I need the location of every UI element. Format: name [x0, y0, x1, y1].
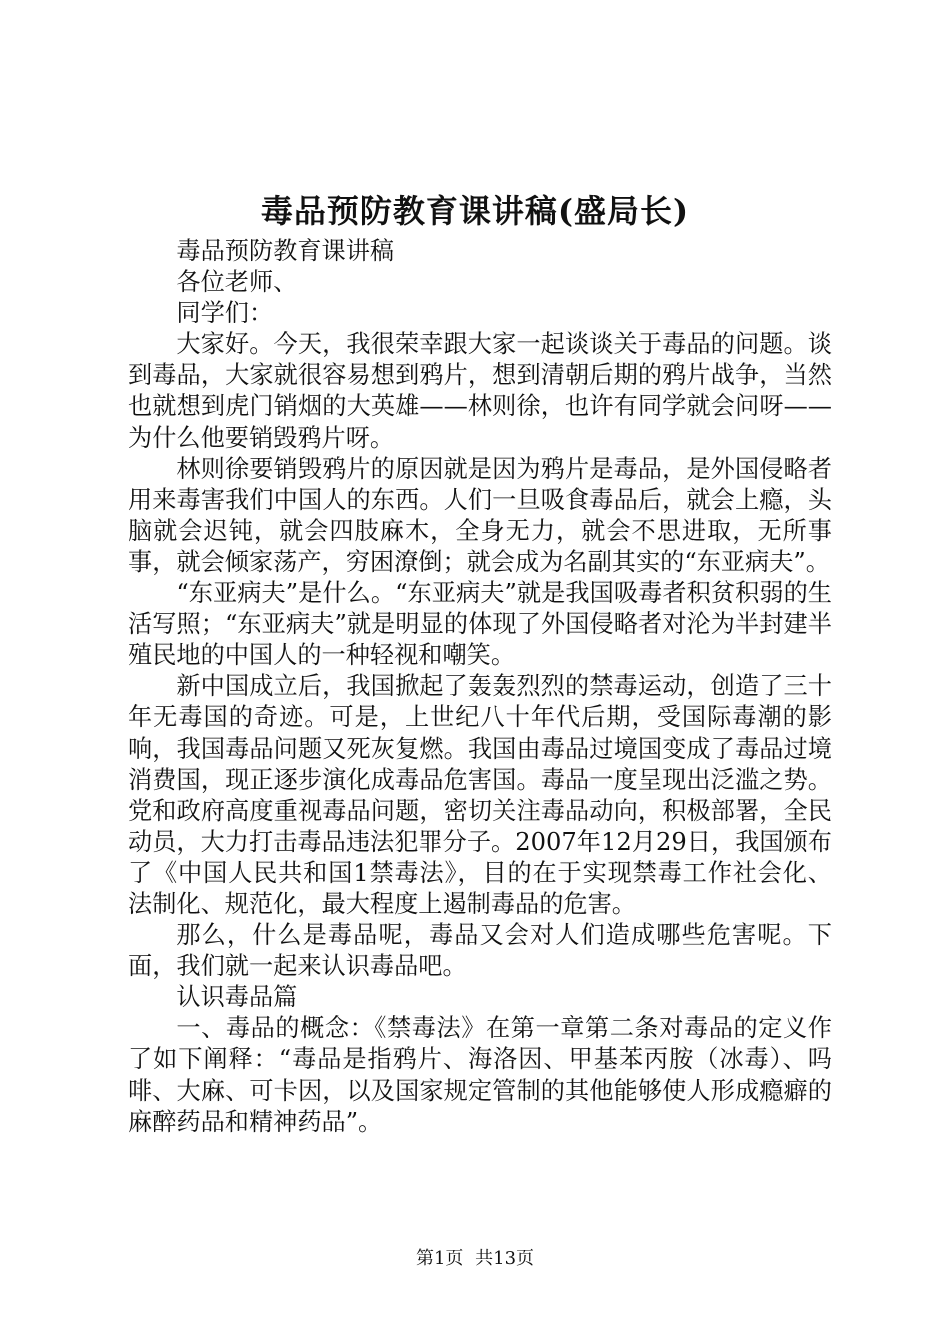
paragraph-salutation-students: 同学们： [176, 299, 274, 328]
paragraph-lin-zexu: 林则徐要销毁鸦片的原因就是因为鸦片是毒品，是外国侵略者用来毒害我们中国人的东西。人们一旦吸食毒品后，就会上瘾，头脑就会迟钝，就会四肢麻木，全身无力，就会不思进取，无所事事，就会倾家荡产，穷困潦倒；就会成为名副其实的“东亚病夫”。 [128, 454, 832, 576]
section-heading: 认识毒品篇 [176, 983, 298, 1012]
page-total: 共13页 [475, 1248, 535, 1269]
paragraph-drug-definition: 一、毒品的概念：《禁毒法》在第一章第二条对毒品的定义作了如下阐释：“毒品是指鸦片、海洛因、甲基苯丙胺（冰毒）、吗啡、大麻、可卡因，以及国家规定管制的其他能够使人形成瘾癖的麻醉药品和精神药品”。 [128, 1014, 832, 1136]
paragraph-sick-man: “东亚病夫”是什么。“东亚病夫”就是我国吸毒者积贫积弱的生活写照；“东亚病夫”就是明显的体现了外国侵略者对沦为半封建半殖民地的中国人的一种轻视和嘲笑。 [128, 579, 832, 670]
page-footer [0, 1244, 950, 1270]
paragraph-intro: 大家好。今天，我很荣幸跟大家一起谈谈关于毒品的问题。谈到毒品，大家就很容易想到鸦片，想到清朝后期的鸦片战争，当然也就想到虎门销烟的大英雄——林则徐，也许有同学就会问呀——为什么他要销毁鸦片呀。 [128, 330, 832, 452]
page-number: 第1页 [415, 1248, 464, 1269]
paragraph-new-china: 新中国成立后，我国掀起了轰轰烈烈的禁毒运动，创造了三十年无毒国的奇迹。可是，上世纪八十年代后期，受国际毒潮的影响，我国毒品问题又死灰复燃。我国由毒品过境国变成了毒品过境消费国，现正逐步演化成毒品危害国。毒品一度呈现出泛滥之势。党和政府高度重视毒品问题，密切关注毒品动向，积极部署，全民动员，大力打击毒品违法犯罪分子。2007年12月29日，我国颁布了《中国人民共和国1禁毒法》，目的在于实现禁毒工作社会化、法制化、规范化，最大程度上遏制毒品的危害。 [128, 672, 832, 918]
document-body [128, 236, 832, 1138]
paragraph-transition: 那么，什么是毒品呢，毒品又会对人们造成哪些危害呢。下面，我们就一起来认识毒品吧。 [128, 921, 832, 981]
paragraph-subtitle: 毒品预防教育课讲稿 [176, 237, 395, 265]
document-title: 毒品预防教育课讲稿(盛局长) [260, 192, 690, 230]
paragraph-salutation-teachers: 各位老师、 [176, 268, 298, 297]
